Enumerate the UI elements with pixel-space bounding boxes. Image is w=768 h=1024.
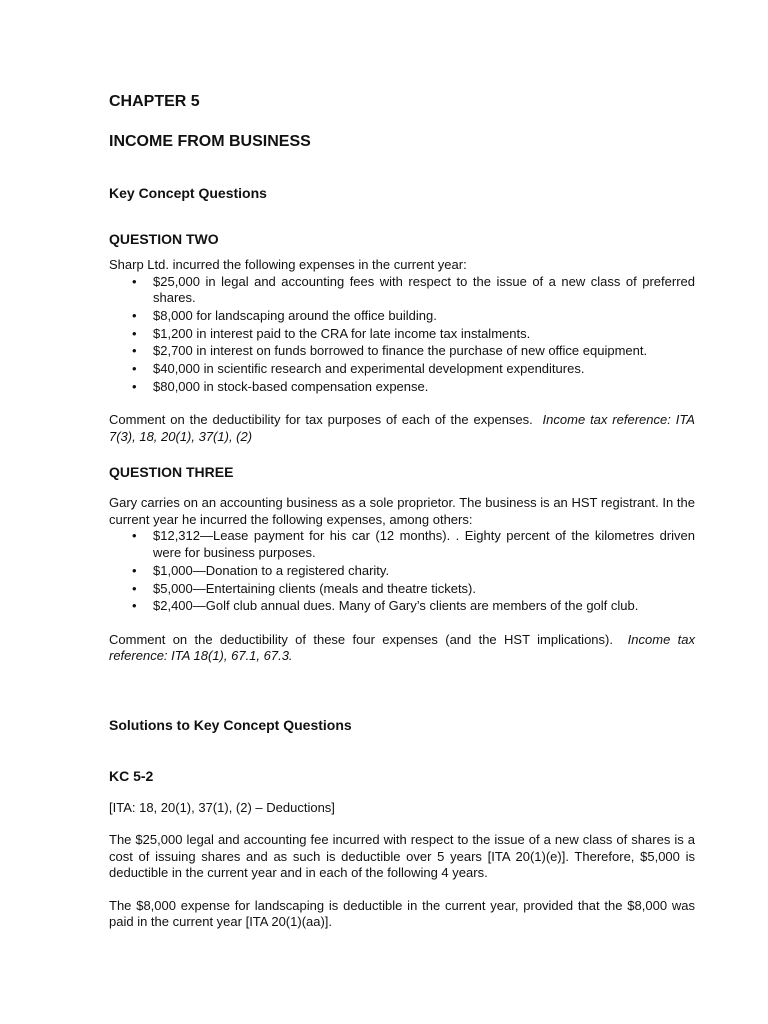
list-item: • $2,700 in interest on funds borrowed to finance the purchase of new office equipment. [132, 343, 648, 359]
question-two-comment: Comment on the deductibility for tax purposes of each of the expenses. Income tax reference: ITA 7(3), 18, 20(1), 37(1), (2) [109, 412, 695, 444]
question-two-intro: Sharp Ltd. incurred the following expenses in the current year: [109, 257, 467, 272]
list-item: • $40,000 in scientific research and experimental development expenditures. [132, 361, 585, 377]
list-item: • $12,312—Lease payment for his car (12 months). . Eighty percent of the kilometres driven were for business purposes. [132, 528, 695, 560]
solutions-heading: Solutions to Key Concept Questions [109, 716, 352, 733]
list-item: • $1,000—Donation to a registered charity. [132, 562, 390, 578]
question-three-intro: Gary carries on an accounting business as a sole proprietor. The business is an HST registrant. In the current year he incurred the following expenses, among others: [109, 495, 695, 527]
bullet-icon: • [132, 307, 137, 323]
chapter-number: CHAPTER 5 [109, 93, 200, 110]
bullet-icon: • [132, 343, 137, 359]
question-three-reference: Income tax reference: ITA 18(1), 67.1, 67.3. [109, 631, 695, 664]
kc-5-2-paragraph-2: The $8,000 expense for landscaping is deductible in the current year, provided that the $8,000 was paid in the current year [ITA 20(1)(aa)]. [109, 897, 695, 930]
bullet-icon: • [132, 598, 137, 614]
list-item: • $2,400—Golf club annual dues. Many of Gary’s clients are members of the golf club. [132, 598, 639, 614]
kc-5-2-ita-line: [ITA: 18, 20(1), 37(1), (2) – Deductions] [109, 799, 335, 815]
question-two-list [109, 274, 695, 396]
bullet-icon: • [132, 528, 137, 544]
kc-5-2-heading: KC 5-2 [109, 767, 154, 784]
question-two-heading: QUESTION TWO [109, 231, 219, 247]
bullet-icon: • [132, 361, 137, 377]
chapter-title: INCOME FROM BUSINESS [109, 133, 311, 150]
key-concept-heading: Key Concept Questions [109, 185, 267, 201]
bullet-icon: • [132, 273, 137, 289]
list-item: • $25,000 in legal and accounting fees with respect to the issue of a new class of preferred shares. [132, 273, 695, 305]
question-three-list [109, 528, 695, 614]
kc-5-2-paragraph-1: The $25,000 legal and accounting fee incurred with respect to the issue of a new class of shares is a cost of issuing shares and as such is deductible over 5 years [ITA 20(1)(e)]. Therefore, $5,000 is deductible in the current year and in each of the following 4 years. [109, 832, 695, 881]
bullet-icon: • [132, 580, 137, 596]
question-three-heading: QUESTION THREE [109, 464, 234, 481]
document-page [109, 92, 695, 931]
bullet-icon: • [132, 378, 137, 394]
question-three-comment: Comment on the deductibility of these four expenses (and the HST implications). Income tax reference: ITA 18(1), 67.1, 67.3. [109, 631, 695, 664]
bullet-icon: • [132, 562, 137, 578]
list-item: • $5,000—Entertaining clients (meals and theatre tickets). [132, 580, 477, 596]
list-item: • $1,200 in interest paid to the CRA for late income tax instalments. [132, 325, 531, 341]
list-item: • $80,000 in stock-based compensation expense. [132, 378, 429, 394]
list-item: • $8,000 for landscaping around the office building. [132, 307, 437, 323]
question-two-reference: Income tax reference: ITA 7(3), 18, 20(1), 37(1), (2) [109, 412, 695, 444]
bullet-icon: • [132, 325, 137, 341]
